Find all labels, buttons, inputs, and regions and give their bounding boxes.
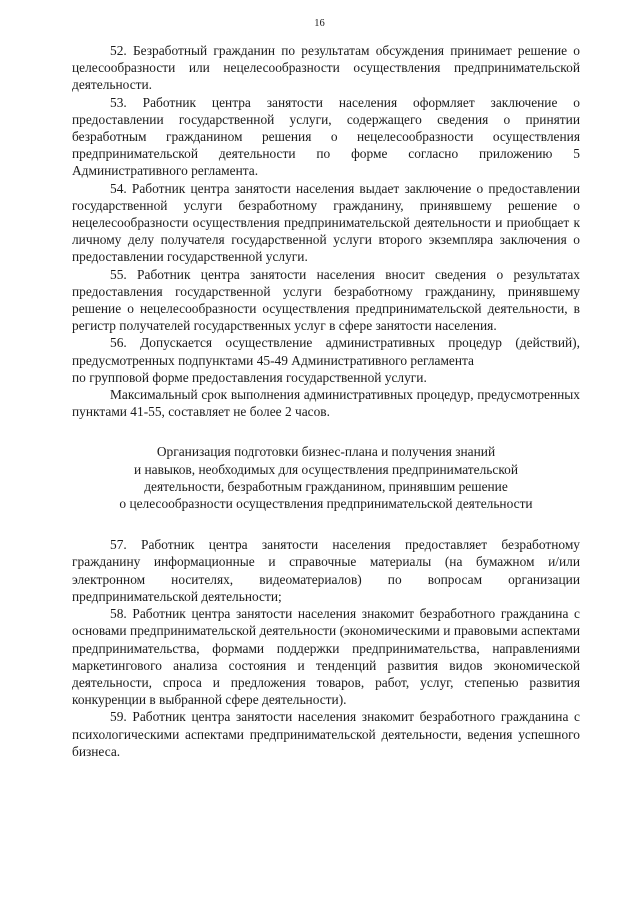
paragraph-58: 58. Работник центра занятости населения знакомит безработного гражданина с основами предпринимательской деятельности (экономическими и правовыми аспектами предпринимательства, формами поддержки предпринимательства, направлениями маркетингового анализа состояния и тенденций развития видов экономической деятельности, спроса и предложения товаров, работ, услуг, степенью развития конкуренции в выбранной сфере деятельности). (72, 606, 580, 708)
document-body (72, 42, 580, 760)
paragraph-56-continuation: по групповой форме предоставления государственной услуги. (72, 369, 427, 385)
section-heading (72, 443, 580, 512)
paragraph-59: 59. Работник центра занятости населения знакомит безработного гражданина с психологическими аспектами предпринимательской деятельности, ведения успешного бизнеса. (72, 709, 580, 759)
paragraph-56: 56. Допускается осуществление административных процедур (действий), предусмотренных подпунктами 45-49 Административного регламента (72, 335, 580, 368)
section-heading-line: деятельности, безработным гражданином, принявшим решение (144, 478, 508, 494)
paragraph-max-term: Максимальный срок выполнения административных процедур, предусмотренных пунктами 41-55, составляет не более 2 часов. (72, 387, 580, 420)
section-heading-line: о целесообразности осуществления предпринимательской деятельности (119, 496, 533, 512)
paragraph-54: 54. Работник центра занятости населения выдает заключение о предоставлении государственной услуги безработному гражданину, принявшему решение о нецелесообразности осуществления предпринимательской деятельности и приобщает к личному делу получателя государственной услуги второго экземпляра заключения о предоставлении государственной услуги. (72, 180, 580, 265)
paragraph-53: 53. Работник центра занятости населения оформляет заключение о предоставлении государственной услуги, содержащего сведения о принятии безработным гражданином решения о нецелесообразности осуществления предпринимательской деятельности по форме согласно приложению 5 Административного регламента. (72, 94, 580, 179)
section-heading-line: Организация подготовки бизнес-плана и получения знаний (156, 444, 496, 460)
paragraph-52: 52. Безработный гражданин по результатам обсуждения принимает решение о целесообразности или нецелесообразности осуществления предпринимательской деятельности. (72, 43, 580, 93)
paragraph-55: 55. Работник центра занятости населения вносит сведения о результатах предоставления государственной услуги безработному гражданину, принявшему решение о нецелесообразности осуществления предпринимательской деятельности, в регистр получателей государственных услуг в сфере занятости населения. (72, 266, 580, 334)
page-number: 16 (314, 18, 325, 29)
paragraph-57: 57. Работник центра занятости населения предоставляет безработному гражданину информационные и справочные материалы (на бумажном и/или электронном носителях, видеоматериалов) по вопросам организации предпринимательской деятельности; (72, 537, 580, 604)
section-heading-line: и навыков, необходимых для осуществления предпринимательской (133, 461, 519, 477)
